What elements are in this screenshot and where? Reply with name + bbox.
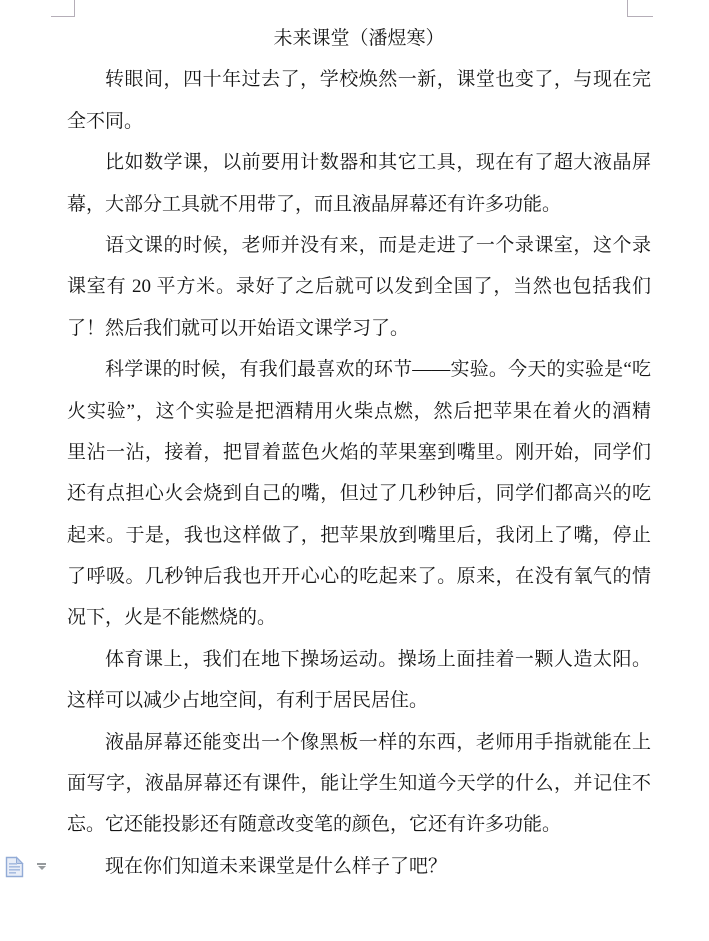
text-line: 转眼间，四十年过去了，学校焕然一新，课堂也变了，与现在完 [105, 69, 651, 91]
paste-options-icon [4, 855, 27, 879]
text-line: 了呼吸。几秒钟后我也开开心心的吃起来了。原来，在没有氧气的情 [67, 566, 651, 588]
text-line: 全不同。 [67, 110, 144, 132]
text-line: 科学课的时候，有我们最喜欢的环节——实验。今天的实验是“吃 [105, 359, 651, 381]
document-title: 未来课堂（潘煜寒） [273, 28, 445, 49]
text-line: 体育课上，我们在地下操场运动。操场上面挂着一颗人造太阳。 [105, 648, 651, 670]
document-body[interactable] [67, 18, 651, 887]
text-line: 语文课的时候，老师并没有来，而是走进了一个录课室，这个录 [105, 234, 651, 256]
text-line: 了！然后我们就可以开始语文课学习了。 [67, 317, 410, 339]
text-line: 起来。于是，我也这样做了，把苹果放到嘴里后，我闭上了嘴，停止 [67, 524, 651, 546]
text-line: 面写字，液晶屏幕还有课件，能让学生知道今天学的什么，并记住不 [67, 773, 651, 795]
margin-crop-mark-top-left [51, 16, 75, 17]
text-line: 现在你们知道未来课堂是什么样子了吧？ [105, 855, 448, 877]
dropdown-arrow-icon[interactable] [37, 863, 46, 870]
text-line: 幕，大部分工具就不用带了，而且液晶屏幕还有许多功能。 [67, 193, 562, 215]
text-line: 还有点担心火会烧到自己的嘴，但过了几秒钟后，同学们都高兴的吃 [67, 483, 651, 505]
paste-options-button[interactable] [4, 855, 54, 883]
text-line: 里沾一沾，接着，把冒着蓝色火焰的苹果塞到嘴里。刚开始，同学们 [67, 441, 651, 463]
margin-crop-mark-top-right [627, 0, 628, 17]
text-line: 火实验”，这个实验是把酒精用火柴点燃，然后把苹果在着火的酒精 [67, 400, 651, 422]
text-line: 液晶屏幕还能变出一个像黑板一样的东西，老师用手指就能在上 [105, 731, 651, 753]
margin-crop-mark-top-right [627, 16, 653, 17]
text-line: 比如数学课，以前要用计数器和其它工具，现在有了超大液晶屏 [105, 152, 651, 174]
text-line: 忘。它还能投影还有随意改变笔的颜色，它还有许多功能。 [67, 814, 562, 836]
text-line: 这样可以减少占地空间，有利于居民居住。 [67, 690, 429, 712]
text-line: 课室有 20 平方米。录好了之后就可以发到全国了，当然也包括我们 [67, 276, 651, 298]
margin-crop-mark-top-left [74, 0, 75, 17]
paragraphs [67, 59, 651, 887]
text-line: 况下，火是不能燃烧的。 [67, 607, 277, 629]
